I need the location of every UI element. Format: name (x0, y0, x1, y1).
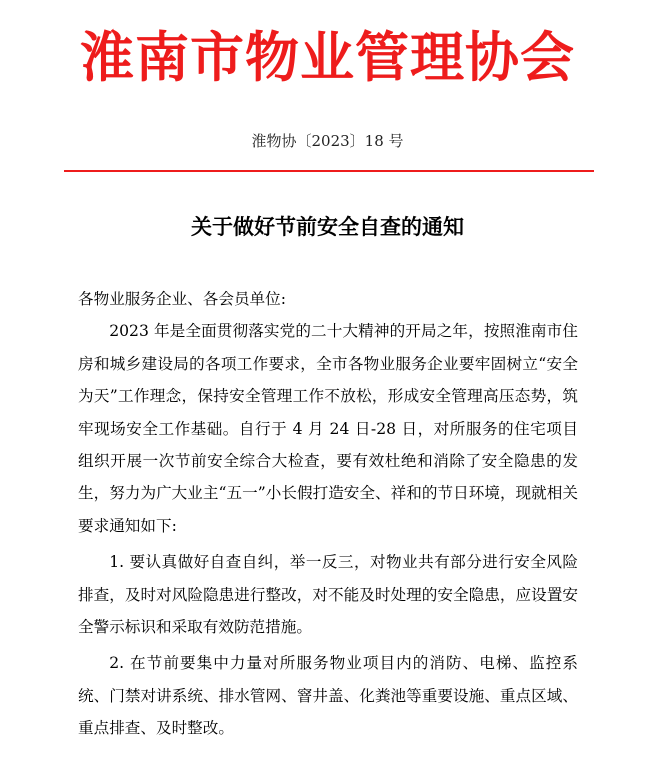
notice-body (78, 283, 578, 745)
organization-header: 淮南市物业管理协会 (80, 25, 575, 89)
document-number: 淮物协〔2023〕18 号 (251, 132, 404, 150)
requirement-item-2: 2. 在节前要集中力量对所服务物业项目内的消防、电梯、监控系统、门禁对讲系统、排水管网、窨井盖、化粪池等重要设施、重点区域、重点排查、及时整改。 (78, 654, 578, 738)
red-divider-line (64, 170, 594, 172)
notice-title: 关于做好节前安全自查的通知 (191, 215, 464, 239)
intro-paragraph: 2023 年是全面贯彻落实党的二十大精神的开局之年，按照淮南市住房和城乡建设局的各项工作要求，全市各物业服务企业要牢固树立“安全为天”工作理念，保持安全管理工作不放松，形成安全管理高压态势，筑牢现场安全工作基础。自行于 4 月 24 日-28 日，对所服务的住宅项目组织开展一次节前安全综合大检查，要有效杜绝和消除了安全隐患的发生，努力为广大业主“五一”小长假打造安全、祥和的节日环境，现就相关要求通知如下: (78, 322, 578, 535)
requirement-item-1: 1. 要认真做好自查自纠，举一反三，对物业共有部分进行安全风险排查，及时对风险隐患进行整改，对不能及时处理的安全隐患，应设置安全警示标识和采取有效防范措施。 (78, 553, 578, 637)
salutation: 各物业服务企业、各会员单位: (78, 290, 286, 308)
